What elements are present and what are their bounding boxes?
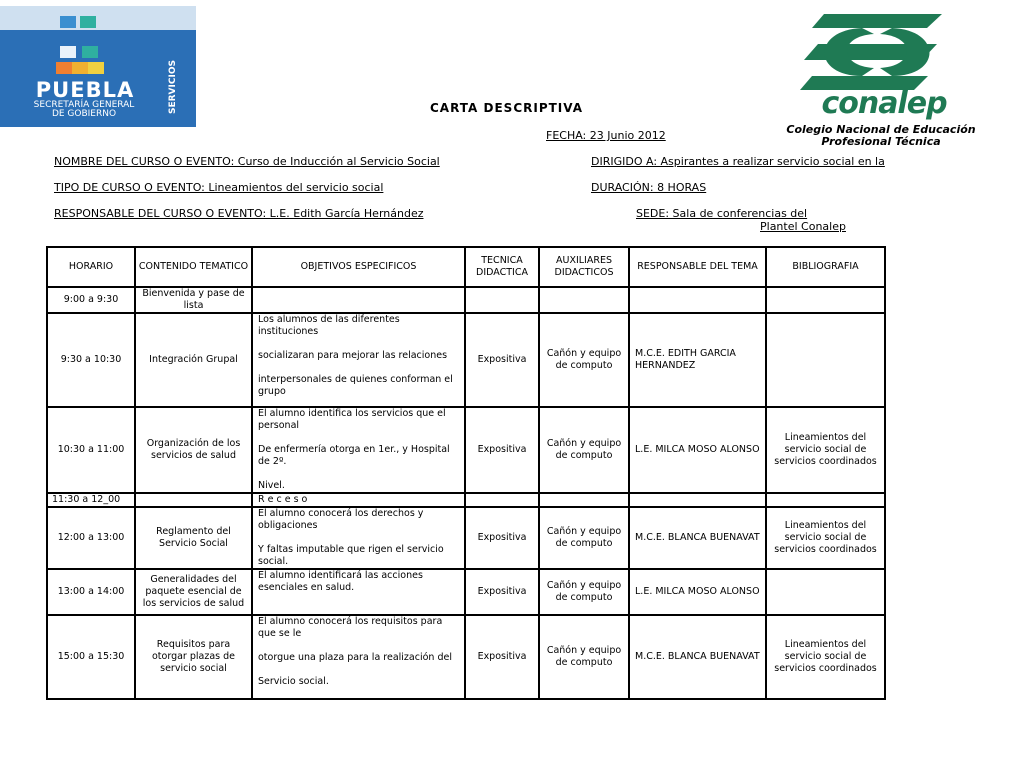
sede-field-line2: Plantel Conalep bbox=[760, 220, 846, 233]
auxiliares-cell: Cañón y equipo de computo bbox=[539, 507, 629, 569]
horario-cell: 10:30 a 11:00 bbox=[47, 407, 135, 493]
header-objetivos: OBJETIVOS ESPECIFICOS bbox=[252, 247, 465, 287]
objetivos-cell bbox=[252, 313, 465, 407]
objetivo-line: otorgue una plaza para la realización del bbox=[258, 652, 452, 663]
table-header-row bbox=[47, 247, 885, 287]
objetivos-cell bbox=[252, 569, 465, 615]
responsable-curso-field: RESPONSABLE DEL CURSO O EVENTO: L.E. Edith García Hernández bbox=[54, 207, 424, 220]
responsable-cell: M.C.E. BLANCA BUENAVAT bbox=[629, 507, 766, 569]
objetivo-line: Servicio social. bbox=[258, 676, 329, 687]
table-row bbox=[47, 407, 885, 493]
auxiliares-cell: Cañón y equipo de computo bbox=[539, 615, 629, 699]
bibliografia-cell bbox=[766, 287, 885, 313]
contenido-cell: Bienvenida y pase de lista bbox=[135, 287, 252, 313]
conalep-name: conalep bbox=[821, 86, 947, 121]
puebla-logo-sub: SECRETARÍA GENERAL DE GOBIERNO bbox=[33, 100, 135, 119]
nombre-curso-field: NOMBRE DEL CURSO O EVENTO: Curso de Inducción al Servicio Social bbox=[54, 155, 440, 168]
tecnica-cell: Expositiva bbox=[465, 569, 539, 615]
tipo-curso-field: TIPO DE CURSO O EVENTO: Lineamientos del servicio social bbox=[54, 181, 384, 194]
contenido-cell: Requisitos para otorgar plazas de servicio social bbox=[135, 615, 252, 699]
contenido-cell bbox=[135, 493, 252, 507]
bibliografia-cell bbox=[766, 569, 885, 615]
responsable-cell bbox=[629, 287, 766, 313]
header-bibliografia: BIBLIOGRAFIA bbox=[766, 247, 885, 287]
bibliografia-cell bbox=[766, 313, 885, 407]
dirigido-field: DIRIGIDO A: Aspirantes a realizar servicio social en la bbox=[591, 155, 885, 168]
objetivos-cell bbox=[252, 407, 465, 493]
objetivos-cell bbox=[252, 493, 465, 507]
responsable-cell: L.E. MILCA MOSO ALONSO bbox=[629, 569, 766, 615]
objetivo-line: socializaran para mejorar las relaciones bbox=[258, 350, 448, 361]
conalep-line1: Colegio Nacional de Educación bbox=[786, 123, 976, 136]
horario-cell: 12:00 a 13:00 bbox=[47, 507, 135, 569]
tecnica-cell bbox=[465, 493, 539, 507]
sede-field: SEDE: Sala de conferencias del bbox=[636, 207, 808, 220]
objetivo-line: De enfermería otorga en 1er., y Hospital de 2º. bbox=[258, 444, 450, 467]
duracion-field: DURACIÓN: 8 HORAS bbox=[591, 181, 707, 194]
contenido-cell: Organización de los servicios de salud bbox=[135, 407, 252, 493]
tecnica-cell: Expositiva bbox=[465, 507, 539, 569]
table-row-receso bbox=[47, 493, 885, 507]
tecnica-cell: Expositiva bbox=[465, 407, 539, 493]
conalep-logo bbox=[752, 6, 1010, 148]
header-responsable: RESPONSABLE DEL TEMA bbox=[629, 247, 766, 287]
objetivos-cell bbox=[252, 287, 465, 313]
horario-cell: 11:30 a 12_00 bbox=[47, 493, 135, 507]
table-row bbox=[47, 615, 885, 699]
objetivo-line: interpersonales de quienes conforman el grupo bbox=[258, 374, 453, 397]
auxiliares-cell bbox=[539, 493, 629, 507]
responsable-cell: M.C.E. EDITH GARCIA HERNANDEZ bbox=[629, 313, 766, 407]
bibliografia-cell: Lineamientos del servicio social de servicios coordinados bbox=[766, 407, 885, 493]
contenido-cell: Generalidades del paquete esencial de los servicios de salud bbox=[135, 569, 252, 615]
objetivo-line: El alumno identificará las acciones esenciales en salud. bbox=[258, 570, 423, 593]
responsable-cell bbox=[629, 493, 766, 507]
conalep-line2: Profesional Técnica bbox=[821, 135, 941, 148]
fecha-field: FECHA: 23 Junio 2012 bbox=[546, 129, 666, 142]
bibliografia-cell bbox=[766, 493, 885, 507]
contenido-cell: Reglamento del Servicio Social bbox=[135, 507, 252, 569]
document-title: CARTA DESCRIPTIVA bbox=[430, 101, 584, 115]
objetivo-line: Y faltas imputable que rigen el servicio social. bbox=[258, 544, 444, 567]
table-row bbox=[47, 569, 885, 615]
horario-cell: 13:00 a 14:00 bbox=[47, 569, 135, 615]
header-contenido: CONTENIDO TEMATICO bbox=[135, 247, 252, 287]
table-row bbox=[47, 507, 885, 569]
bibliografia-cell: Lineamientos del servicio social de servicios coordinados bbox=[766, 507, 885, 569]
auxiliares-cell: Cañón y equipo de computo bbox=[539, 313, 629, 407]
conalep-emblem-icon bbox=[752, 6, 1010, 96]
puebla-logo bbox=[0, 6, 196, 127]
objetivo-line: Nivel. bbox=[258, 480, 285, 491]
puebla-logo-word: PUEBLA bbox=[35, 78, 135, 102]
responsable-cell: M.C.E. BLANCA BUENAVAT bbox=[629, 615, 766, 699]
objetivo-line: El alumno conocerá los requisitos para que se le bbox=[258, 616, 443, 639]
horario-cell: 9:00 a 9:30 bbox=[47, 287, 135, 313]
table-row bbox=[47, 287, 885, 313]
objetivo-line: El alumno conocerá los derechos y obligaciones bbox=[258, 508, 424, 531]
contenido-cell: Integración Grupal bbox=[135, 313, 252, 407]
objetivo-line: El alumno identifica los servicios que el personal bbox=[258, 408, 446, 431]
header-horario: HORARIO bbox=[47, 247, 135, 287]
horario-cell: 15:00 a 15:30 bbox=[47, 615, 135, 699]
tecnica-cell bbox=[465, 287, 539, 313]
schedule-table bbox=[46, 246, 886, 700]
objetivos-cell bbox=[252, 615, 465, 699]
header-auxiliares: AUXILIARES DIDACTICOS bbox=[539, 247, 629, 287]
objetivos-cell bbox=[252, 507, 465, 569]
auxiliares-cell bbox=[539, 287, 629, 313]
auxiliares-cell: Cañón y equipo de computo bbox=[539, 569, 629, 615]
table-row bbox=[47, 313, 885, 407]
bibliografia-cell: Lineamientos del servicio social de servicios coordinados bbox=[766, 615, 885, 699]
tecnica-cell: Expositiva bbox=[465, 313, 539, 407]
tecnica-cell: Expositiva bbox=[465, 615, 539, 699]
responsable-cell: L.E. MILCA MOSO ALONSO bbox=[629, 407, 766, 493]
objetivo-line: Los alumnos de las diferentes instituciones bbox=[258, 314, 400, 337]
header-tecnica: TECNICA DIDACTICA bbox=[465, 247, 539, 287]
objetivo-line: R e c e s o bbox=[258, 494, 308, 505]
puebla-logo-vertical: SERVICIOS bbox=[168, 60, 178, 114]
auxiliares-cell: Cañón y equipo de computo bbox=[539, 407, 629, 493]
horario-cell: 9:30 a 10:30 bbox=[47, 313, 135, 407]
